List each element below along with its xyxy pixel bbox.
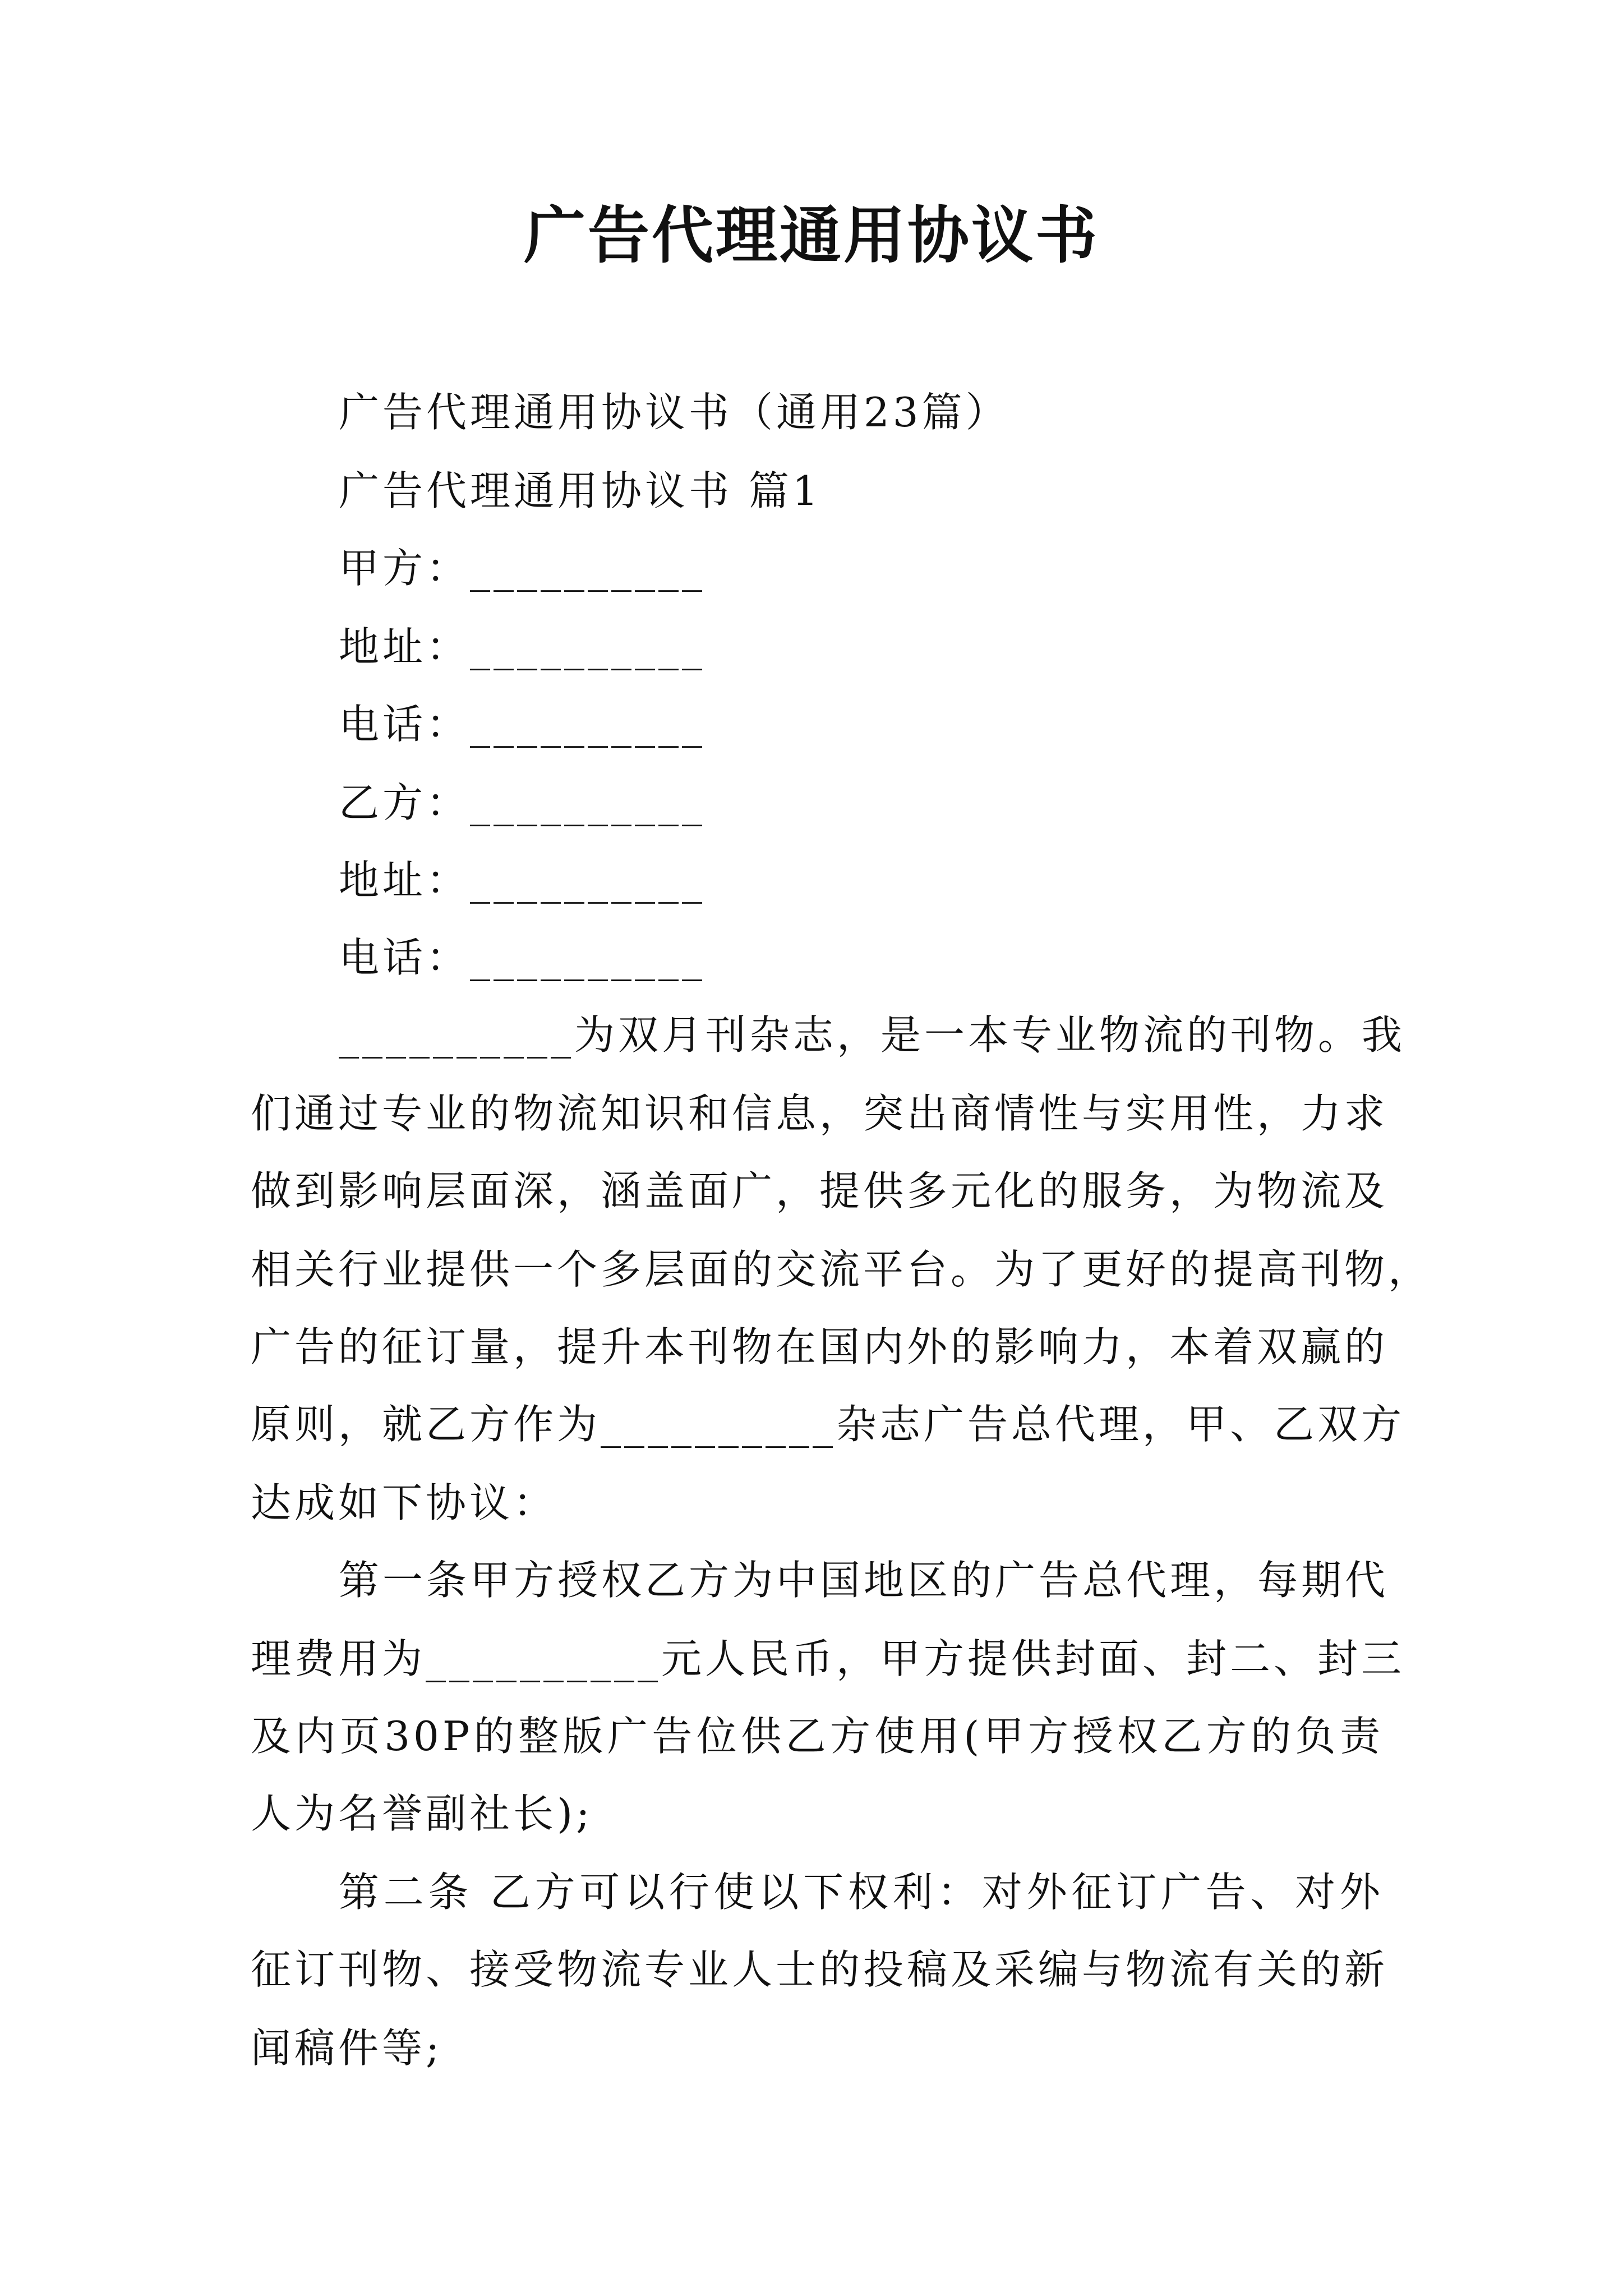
article-1-line: 及内页30P的整版广告位供乙方使用(甲方授权乙方的负责	[251, 1713, 1384, 1760]
intro-paragraph-line: 做到影响层面深，涵盖面广，提供多元化的服务，为物流及	[251, 1167, 1389, 1214]
document-subtitle: 广告代理通用协议书（通用23篇）	[339, 389, 1009, 436]
intro-paragraph-line: 相关行业提供一个多层面的交流平台。为了更好的提高刊物，	[251, 1246, 1432, 1293]
party-b-address-line: 地址：__________	[339, 857, 706, 904]
intro-paragraph-line: 原则，就乙方作为__________杂志广告总代理，甲、乙双方	[251, 1401, 1405, 1448]
party-b-phone-line: 电话：__________	[339, 934, 706, 981]
party-a-name-line: 甲方：__________	[339, 545, 706, 592]
section-heading: 广告代理通用协议书 篇1	[339, 467, 822, 514]
article-1-line: 第一条甲方授权乙方为中国地区的广告总代理，每期代	[339, 1557, 1389, 1604]
article-2-line: 征订刊物、接受物流专业人士的投稿及采编与物流有关的新	[251, 1946, 1389, 1993]
intro-paragraph-line: 们通过专业的物流知识和信息，突出商情性与实用性，力求	[251, 1090, 1389, 1137]
party-b-name-line: 乙方：__________	[339, 779, 706, 826]
party-a-address-line: 地址：__________	[339, 623, 706, 670]
document-title: 广告代理通用协议书	[524, 199, 1099, 272]
intro-paragraph-line: __________为双月刊杂志，是一本专业物流的刊物。我	[339, 1011, 1406, 1059]
article-1-line: 理费用为__________元人民币，甲方提供封面、封二、封三	[251, 1635, 1405, 1682]
article-1-line: 人为名誉副社长);	[251, 1790, 593, 1837]
intro-paragraph-line: 广告的征订量，提升本刊物在国内外的影响力，本着双赢的	[251, 1323, 1389, 1370]
party-a-phone-line: 电话：__________	[339, 701, 706, 748]
intro-paragraph-line: 达成如下协议：	[251, 1479, 557, 1526]
article-2-line: 闻稿件等;	[251, 2024, 443, 2072]
article-2-line: 第二条 乙方可以行使以下权利：对外征订广告、对外	[339, 1869, 1384, 1916]
